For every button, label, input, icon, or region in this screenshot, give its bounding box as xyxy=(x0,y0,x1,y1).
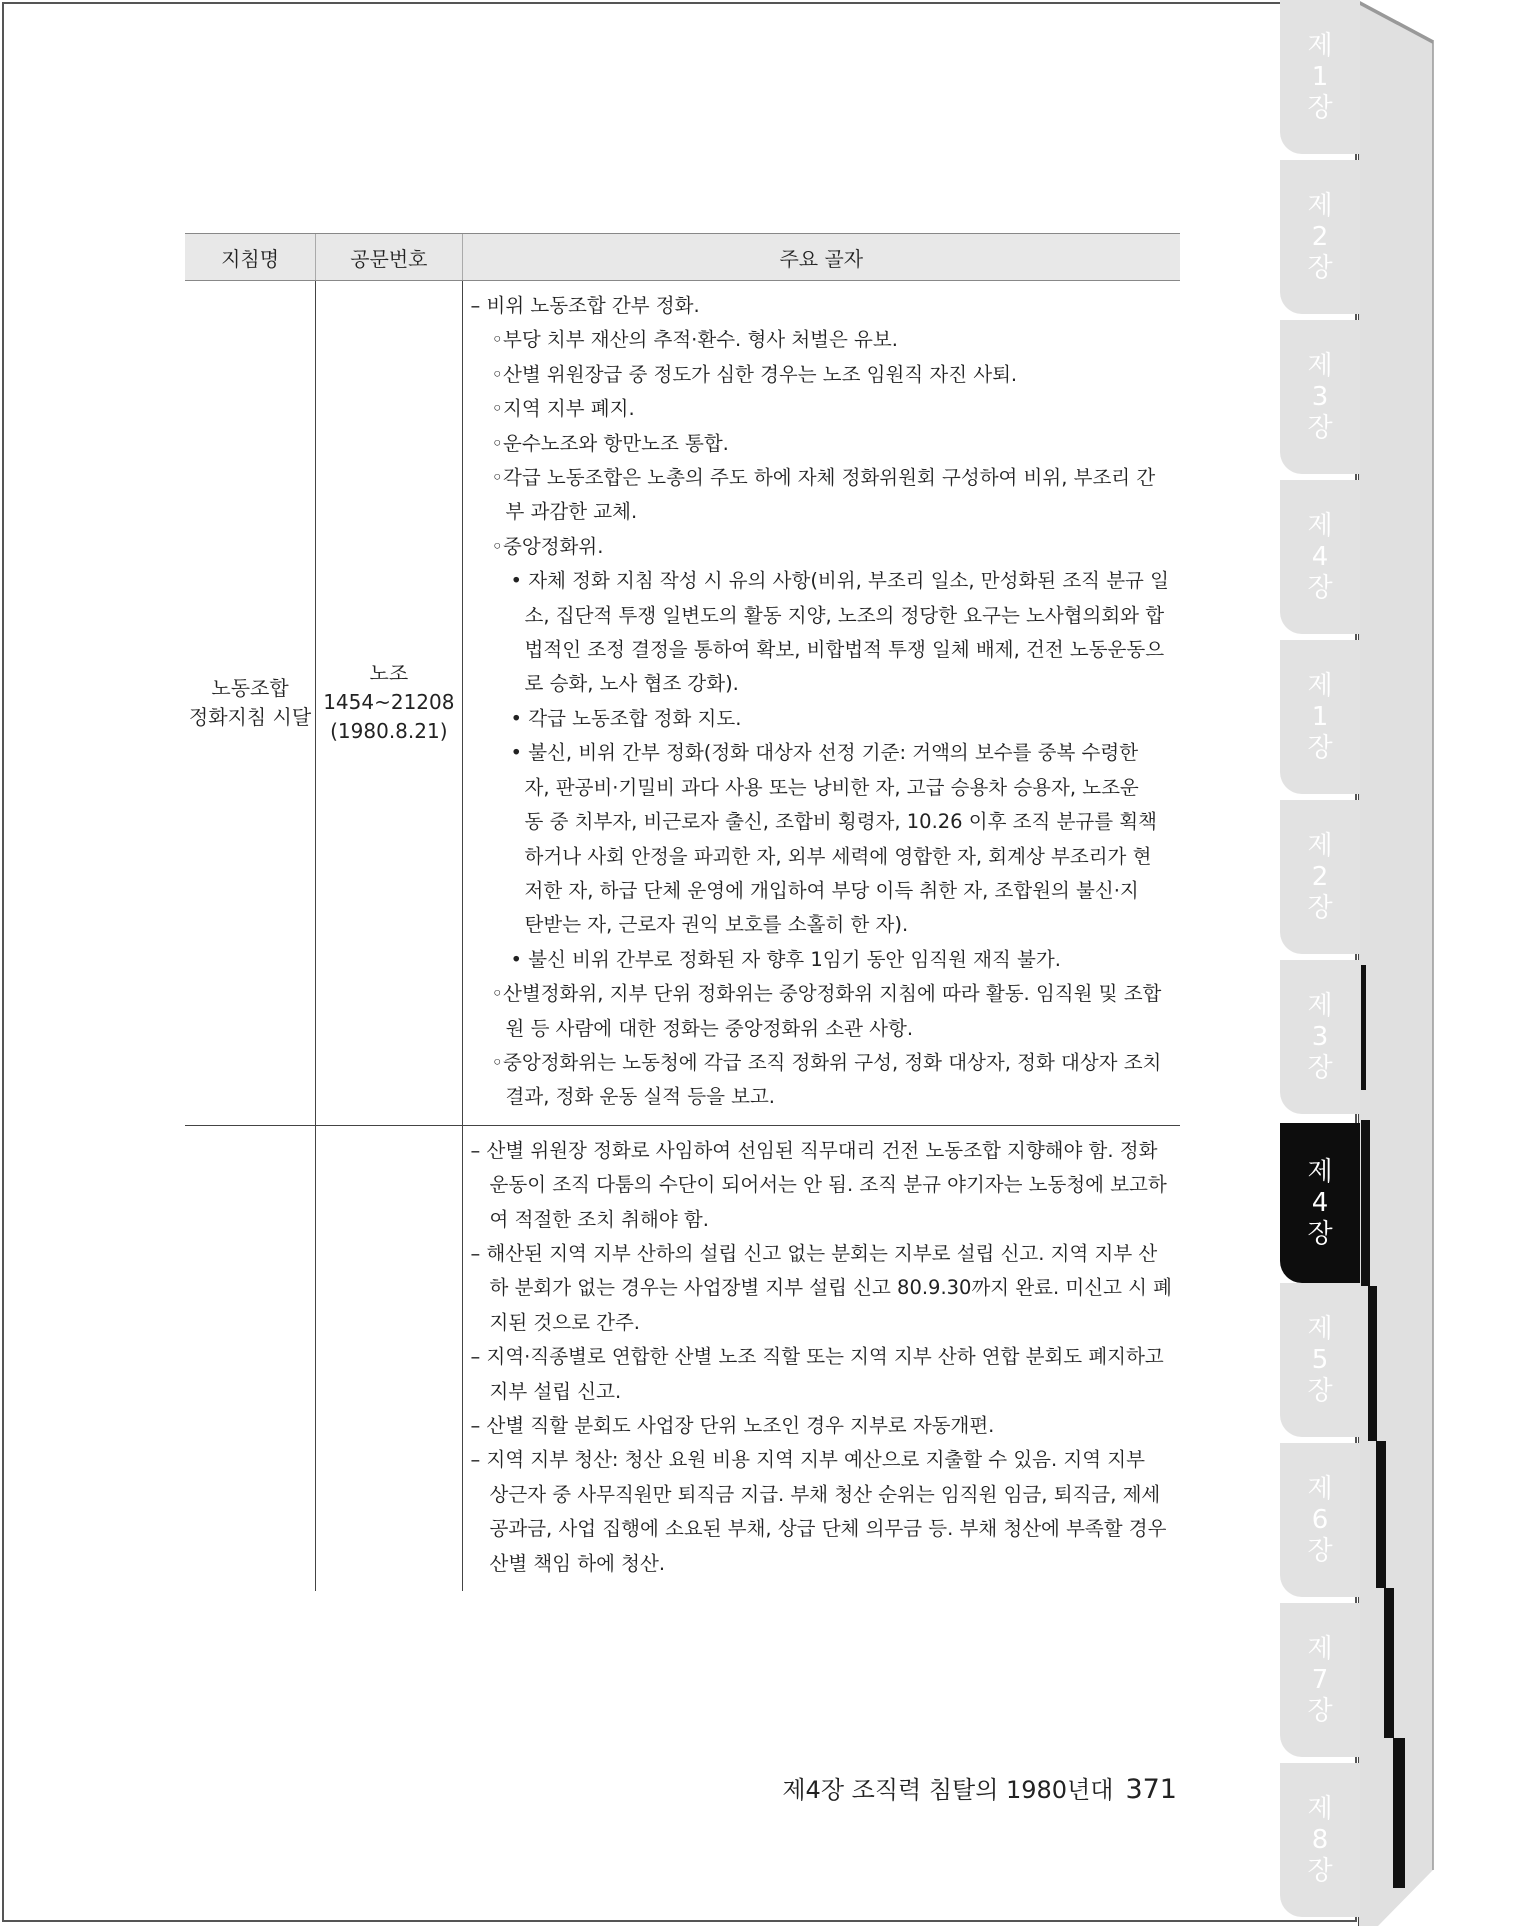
chapter-tab-label: 제 xyxy=(1307,510,1333,541)
point-line: 법적인 조정 결정을 통하여 확보, 비합법적 투쟁 일체 배제, 건전 노동운동으 xyxy=(524,638,1165,662)
page-edge-stack xyxy=(1358,0,1518,1926)
point-line: 여 적절한 조치 취해야 함. xyxy=(489,1207,709,1231)
point-line: 저한 자, 하급 단체 운영에 개입하여 부당 이득 취한 자, 조합원의 불신·지 xyxy=(524,878,1139,902)
running-chapter-title: 제4장 조직력 침탈의 1980년대 xyxy=(782,1776,1114,1804)
chapter-tab-label: 1 xyxy=(1311,61,1329,92)
guideline-name-cell xyxy=(185,281,316,1126)
edge-marker xyxy=(1393,1738,1405,1888)
document-number-cell xyxy=(316,281,462,1126)
guideline-name-cell xyxy=(185,1125,316,1591)
point-line: 공과금, 사업 집행에 소요된 부채, 상급 단체 의무금 등. 부채 청산에 부족할 경우 xyxy=(489,1517,1167,1541)
chapter-tab-label: 제 xyxy=(1307,990,1333,1021)
document-number-line: (1980.8.21) xyxy=(330,719,448,744)
chapter-tab-label: 제 xyxy=(1307,1633,1333,1664)
chapter-tab-label: 제 xyxy=(1307,1473,1333,1504)
chapter-tab-label: 장 xyxy=(1307,1695,1333,1726)
chapter-tab-label: 장 xyxy=(1307,1218,1333,1249)
chapter-tab-label: 장 xyxy=(1307,1375,1333,1406)
chapter-tab-label: 2 xyxy=(1311,861,1329,892)
point-line: 지된 것으로 간주. xyxy=(489,1310,641,1334)
chapter-tab-label: 7 xyxy=(1311,1664,1329,1695)
guideline-table xyxy=(185,233,1180,1591)
point-line: 자, 판공비·기밀비 과다 사용 또는 낭비한 자, 고급 승용차 승용자, 노조운 xyxy=(524,775,1139,799)
chapter-tab-label: 2 xyxy=(1311,221,1329,252)
document-number-line: 1454~21208 xyxy=(323,690,455,715)
chapter-tab-label: 장 xyxy=(1307,732,1333,763)
point-line: • 각급 노동조합 정화 지도. xyxy=(510,706,742,730)
guideline-name-line: 정화지침 시달 xyxy=(188,704,312,729)
chapter-tab-label: 장 xyxy=(1307,572,1333,603)
edge-marker xyxy=(1384,1588,1394,1738)
header-document-number: 공문번호 xyxy=(316,234,462,281)
point-line: ◦지역 지부 폐지. xyxy=(491,397,635,421)
point-line: 결과, 정화 운동 실적 등을 보고. xyxy=(505,1085,775,1109)
chapter-tab[interactable] xyxy=(1280,480,1360,634)
page-footer xyxy=(782,1770,1177,1805)
chapter-tab-label: 8 xyxy=(1311,1824,1329,1855)
point-line: 운동이 조직 다툼의 수단이 되어서는 안 됨. 조직 분규 야기자는 노동청에 보고하 xyxy=(489,1173,1167,1197)
chapter-tab-label: 제 xyxy=(1307,30,1333,61)
chapter-tab-label: 제 xyxy=(1307,830,1333,861)
chapter-tab[interactable] xyxy=(1280,640,1360,794)
point-line: – 지역·직종별로 연합한 산별 노조 직할 또는 지역 지부 산하 연합 분회도 폐지하고 xyxy=(470,1345,1164,1369)
chapter-tab-label: 장 xyxy=(1307,252,1333,283)
point-line: – 산별 직할 분회도 사업장 단위 노조인 경우 지부로 자동개편. xyxy=(470,1414,995,1437)
edge-marker xyxy=(1361,965,1366,1090)
document-number-line: 노조 xyxy=(369,661,409,686)
point-line: ◦중앙정화위. xyxy=(491,534,604,558)
point-line: 하 분회가 없는 경우는 사업장별 지부 설립 신고 80.9.30까지 완료. 미신고 시 폐 xyxy=(489,1276,1172,1300)
chapter-tab[interactable] xyxy=(1280,960,1360,1114)
chapter-tab-label: 장 xyxy=(1307,1052,1333,1083)
document-number-cell xyxy=(316,1125,462,1591)
point-line: 지부 설립 신고. xyxy=(489,1379,622,1403)
guideline-name-line: 노동조합 xyxy=(211,675,289,700)
point-line: ◦운수노조와 항만노조 통합. xyxy=(491,431,729,455)
point-line: 탄받는 자, 근로자 권익 보호를 소홀히 한 자). xyxy=(524,913,909,937)
point-line: 로 승화, 노사 협조 강화). xyxy=(524,672,739,696)
chapter-tab-label: 장 xyxy=(1307,1535,1333,1566)
point-line: 동 중 치부자, 비근로자 출신, 조합비 횡령자, 10.26 이후 조직 분규를 획책 xyxy=(524,810,1157,834)
edge-marker xyxy=(1376,1441,1386,1588)
point-line: – 산별 위원장 정화로 사임하여 선임된 직무대리 건전 노동조합 지향해야 함. 정화 xyxy=(470,1138,1158,1162)
chapter-tab-label: 장 xyxy=(1307,92,1333,123)
chapter-tab-label: 6 xyxy=(1311,1504,1329,1535)
point-line: 원 등 사람에 대한 정화는 중앙정화위 소관 사항. xyxy=(505,1016,914,1040)
header-main-points: 주요 골자 xyxy=(462,234,1180,281)
chapter-tab[interactable] xyxy=(1280,160,1360,314)
table-row xyxy=(185,1125,1180,1591)
chapter-tab-label: 제 xyxy=(1307,1156,1333,1187)
point-line: 상근자 중 사무직원만 퇴직금 지급. 부채 청산 순위는 임직원 임금, 퇴직금, 제세 xyxy=(489,1482,1161,1506)
point-line: – 비위 노동조합 간부 정화. xyxy=(470,294,700,317)
chapter-tab-label: 장 xyxy=(1307,892,1333,923)
point-line: ◦부당 치부 재산의 추적·환수. 형사 처벌은 유보. xyxy=(491,328,898,352)
chapter-tab[interactable] xyxy=(1280,1123,1360,1283)
chapter-tab-label: 5 xyxy=(1311,1344,1329,1375)
table-header-row xyxy=(185,234,1180,281)
point-line: 하거나 사회 안정을 파괴한 자, 외부 세력에 영합한 자, 회계상 부조리가 현 xyxy=(524,844,1152,868)
point-line: ◦중앙정화위는 노동청에 각급 조직 정화위 구성, 정화 대상자, 정화 대상자 조치 xyxy=(491,1050,1162,1074)
point-line: 산별 책임 하에 청산. xyxy=(489,1551,666,1575)
page-number: 371 xyxy=(1125,1774,1177,1805)
chapter-tab[interactable] xyxy=(1280,1283,1360,1437)
chapter-tab-label: 4 xyxy=(1311,541,1329,572)
chapter-tab-label: 3 xyxy=(1311,1021,1329,1052)
point-line: • 불신 비위 간부로 정화된 자 향후 1임기 동안 임직원 재직 불가. xyxy=(510,947,1061,971)
main-points-cell xyxy=(462,281,1180,1126)
point-line: 부 과감한 교체. xyxy=(505,500,638,524)
point-line: ◦산별정화위, 지부 단위 정화위는 중앙정화위 지침에 따라 활동. 임직원 및 조합 xyxy=(491,982,1162,1006)
main-points-cell xyxy=(462,1125,1180,1591)
header-guideline-name: 지침명 xyxy=(185,234,316,281)
chapter-tab-label: 제 xyxy=(1307,350,1333,381)
chapter-tab-label: 3 xyxy=(1311,381,1329,412)
edge-marker xyxy=(1368,1286,1377,1441)
point-line: ◦각급 노동조합은 노총의 주도 하에 자체 정화위원회 구성하여 비위, 부조리 간 xyxy=(491,466,1156,490)
point-line: – 지역 지부 청산: 청산 요원 비용 지역 지부 예산으로 지출할 수 있음. 지역 지부 xyxy=(470,1448,1145,1472)
chapter-tab-label: 장 xyxy=(1307,412,1333,443)
point-line: 소, 집단적 투쟁 일변도의 활동 지양, 노조의 정당한 요구는 노사협의회와 합 xyxy=(524,603,1165,627)
chapter-tab-label: 제 xyxy=(1307,670,1333,701)
chapter-tab[interactable] xyxy=(1280,0,1360,154)
chapter-tab-label: 1 xyxy=(1311,701,1329,732)
table-row xyxy=(185,281,1180,1126)
chapter-tab[interactable] xyxy=(1280,800,1360,954)
point-line: • 불신, 비위 간부 정화(정화 대상자 선정 기준: 거액의 보수를 중복 수령한 xyxy=(510,741,1139,765)
chapter-tab-label: 제 xyxy=(1307,190,1333,221)
chapter-tab[interactable] xyxy=(1280,1603,1360,1757)
chapter-tab-label: 제 xyxy=(1307,1793,1333,1824)
point-line: • 자체 정화 지침 작성 시 유의 사항(비위, 부조리 일소, 만성화된 조직 분규 일 xyxy=(510,569,1169,593)
chapter-tab[interactable] xyxy=(1280,1763,1360,1917)
chapter-tab-label: 제 xyxy=(1307,1313,1333,1344)
chapter-tab-label: 4 xyxy=(1311,1187,1329,1218)
point-line: – 해산된 지역 지부 산하의 설립 신고 없는 분회는 지부로 설립 신고. 지역 지부 산 xyxy=(470,1241,1158,1265)
edge-marker xyxy=(1361,1120,1370,1286)
page-edge-side xyxy=(1358,0,1433,1926)
point-line: ◦산별 위원장급 중 정도가 심한 경우는 노조 임원직 자진 사퇴. xyxy=(491,362,1018,386)
chapter-tab-label: 장 xyxy=(1307,1855,1333,1886)
chapter-tab[interactable] xyxy=(1280,1443,1360,1597)
chapter-tab[interactable] xyxy=(1280,320,1360,474)
